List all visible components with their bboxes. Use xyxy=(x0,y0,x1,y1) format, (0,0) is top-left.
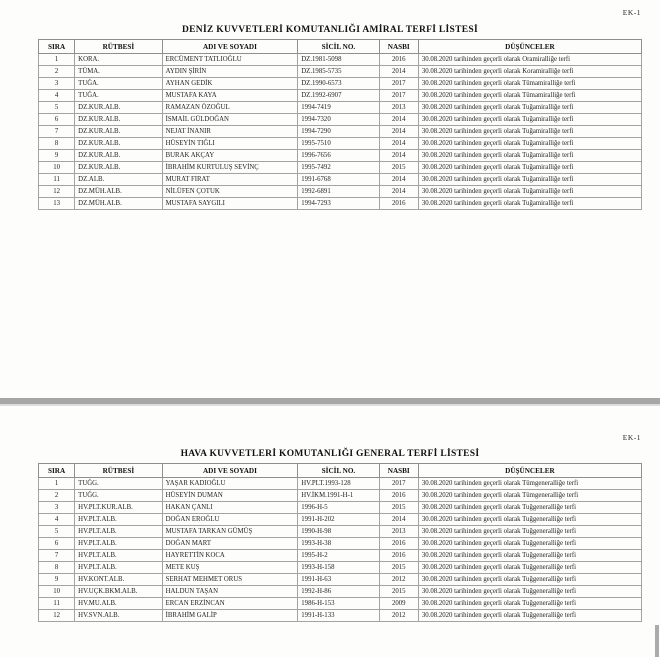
table-cell: HAKAN ÇANLI xyxy=(162,502,298,514)
table-cell: 2014 xyxy=(379,150,418,162)
table-cell: 13 xyxy=(39,198,75,210)
table-cell: AYDIN ŞİRİN xyxy=(162,66,298,78)
table-row xyxy=(39,490,642,502)
table-cell: 7 xyxy=(39,126,75,138)
table-cell: 2015 xyxy=(379,162,418,174)
table-row xyxy=(39,114,642,126)
table-cell: 30.08.2020 tarihinden geçerli olarak Tümamiralliğe terfi xyxy=(418,90,641,102)
table-cell: 30.08.2020 tarihinden geçerli olarak Tümamiralliğe terfi xyxy=(418,78,641,90)
airforce-promotion-table xyxy=(38,463,642,622)
table-cell: 4 xyxy=(39,514,75,526)
table-cell: HV.PLT.ALB. xyxy=(75,538,162,550)
table-cell: 5 xyxy=(39,102,75,114)
table-cell: 30.08.2020 tarihinden geçerli olarak Tuğgeneralliğe terfi xyxy=(418,586,641,598)
table-row xyxy=(39,538,642,550)
table-cell: DZ.KUR.ALB. xyxy=(75,102,162,114)
table-cell: METE KUŞ xyxy=(162,562,298,574)
table-row xyxy=(39,562,642,574)
table-cell: 1993-H-38 xyxy=(298,538,379,550)
table-cell: ERCÜMENT TATLIOĞLU xyxy=(162,54,298,66)
table-cell: 11 xyxy=(39,174,75,186)
table-cell: 10 xyxy=(39,162,75,174)
table-cell: TÜMA. xyxy=(75,66,162,78)
table-cell: 30.08.2020 tarihinden geçerli olarak Tuğamiralliğe terfi xyxy=(418,186,641,198)
table-row xyxy=(39,174,642,186)
page-break-divider xyxy=(0,398,660,406)
table-cell: 4 xyxy=(39,90,75,102)
table-cell: KORA. xyxy=(75,54,162,66)
table-cell: 1992-H-86 xyxy=(298,586,379,598)
table-cell: 2016 xyxy=(379,54,418,66)
column-header: DÜŞÜNCELER xyxy=(418,464,641,478)
table-cell: 1996-H-5 xyxy=(298,502,379,514)
table-cell: 2017 xyxy=(379,90,418,102)
table-cell: 1 xyxy=(39,54,75,66)
table-cell: 30.08.2020 tarihinden geçerli olarak Tuğgeneralliğe terfi xyxy=(418,550,641,562)
table-cell: 1991-6768 xyxy=(298,174,379,186)
table-cell: HV.PLT.ALB. xyxy=(75,550,162,562)
table-cell: YAŞAR KADIOĞLU xyxy=(162,478,298,490)
table-row xyxy=(39,610,642,622)
table-cell: 30.08.2020 tarihinden geçerli olarak Tuğamiralliğe terfi xyxy=(418,150,641,162)
table-row xyxy=(39,162,642,174)
table-cell: 1990-H-98 xyxy=(298,526,379,538)
table-row xyxy=(39,138,642,150)
table-cell: ERCAN ERZİNCAN xyxy=(162,598,298,610)
table-cell: 2014 xyxy=(379,66,418,78)
table-cell: 1 xyxy=(39,478,75,490)
table-cell: 30.08.2020 tarihinden geçerli olarak Tuğgeneralliğe terfi xyxy=(418,514,641,526)
table-cell: 2014 xyxy=(379,174,418,186)
table-cell: 30.08.2020 tarihinden geçerli olarak Tuğgeneralliğe terfi xyxy=(418,526,641,538)
table-cell: 10 xyxy=(39,586,75,598)
table-cell: 1994-7320 xyxy=(298,114,379,126)
table-cell: MUSTAFA SAYGILI xyxy=(162,198,298,210)
table-cell: DOĞAN MART xyxy=(162,538,298,550)
table-cell: HV.PLT.1993-128 xyxy=(298,478,379,490)
table-cell: 1986-H-153 xyxy=(298,598,379,610)
page-airforce-list xyxy=(0,406,660,657)
table-cell: 2015 xyxy=(379,502,418,514)
table-cell: HAYRETTİN KOCA xyxy=(162,550,298,562)
table-cell: 11 xyxy=(39,598,75,610)
table-cell: HV.SVN.ALB. xyxy=(75,610,162,622)
table-cell: HÜSEYİN TIĞLI xyxy=(162,138,298,150)
table-cell: DZ.KUR.ALB. xyxy=(75,162,162,174)
table-cell: HV.PLT.ALB. xyxy=(75,526,162,538)
table-cell: BURAK AKÇAY xyxy=(162,150,298,162)
annex-label: EK-1 xyxy=(622,8,641,17)
table-row xyxy=(39,66,642,78)
table-row xyxy=(39,514,642,526)
table-cell: 6 xyxy=(39,538,75,550)
table-header-row xyxy=(39,464,642,478)
table-cell: 1992-6891 xyxy=(298,186,379,198)
table-cell: MURAT FIRAT xyxy=(162,174,298,186)
table-row xyxy=(39,198,642,210)
table-cell: İBRAHİM GALİP xyxy=(162,610,298,622)
column-header: NASBI xyxy=(379,464,418,478)
table-cell: HV.İKM.1991-H-1 xyxy=(298,490,379,502)
table-cell: 1995-7510 xyxy=(298,138,379,150)
table-cell: NİLÜFEN ÇOTUK xyxy=(162,186,298,198)
table-cell: HV.KONT.ALB. xyxy=(75,574,162,586)
table-cell: 30.08.2020 tarihinden geçerli olarak Tuğamiralliğe terfi xyxy=(418,162,641,174)
table-cell: 7 xyxy=(39,550,75,562)
table-cell: 30.08.2020 tarihinden geçerli olarak Tuğamiralliğe terfi xyxy=(418,126,641,138)
table-cell: 1991-H-202 xyxy=(298,514,379,526)
table-row xyxy=(39,586,642,598)
column-header: NASBI xyxy=(379,40,418,54)
table-row xyxy=(39,478,642,490)
table-cell: 12 xyxy=(39,186,75,198)
table-cell: 30.08.2020 tarihinden geçerli olarak Tuğamiralliğe terfi xyxy=(418,114,641,126)
table-cell: 2016 xyxy=(379,538,418,550)
table-cell: 2016 xyxy=(379,550,418,562)
table-cell: DZ.KUR.ALB. xyxy=(75,126,162,138)
table-cell: 2016 xyxy=(379,198,418,210)
table-cell: DZ.1992-6907 xyxy=(298,90,379,102)
table-cell: HV.PLT.ALB. xyxy=(75,562,162,574)
table-cell: DZ.MÜH.ALB. xyxy=(75,198,162,210)
table-cell: 30.08.2020 tarihinden geçerli olarak Tuğgeneralliğe terfi xyxy=(418,562,641,574)
navy-promotion-table xyxy=(38,39,642,210)
column-header: DÜŞÜNCELER xyxy=(418,40,641,54)
table-cell: 30.08.2020 tarihinden geçerli olarak Oramiralliğe terfi xyxy=(418,54,641,66)
table-cell: 2014 xyxy=(379,114,418,126)
table-cell: TUĞG. xyxy=(75,490,162,502)
column-header: RÜTBESİ xyxy=(75,464,162,478)
table-cell: 1991-H-63 xyxy=(298,574,379,586)
table-cell: 1994-7290 xyxy=(298,126,379,138)
table-cell: DZ.1981-5098 xyxy=(298,54,379,66)
table-cell: 1994-7419 xyxy=(298,102,379,114)
table-cell: AYHAN GEDİK xyxy=(162,78,298,90)
table-row xyxy=(39,186,642,198)
table-row xyxy=(39,574,642,586)
table-cell: 5 xyxy=(39,526,75,538)
table-cell: DZ.1990-6573 xyxy=(298,78,379,90)
table-cell: 1991-H-133 xyxy=(298,610,379,622)
table-cell: SERHAT MEHMET ORUS xyxy=(162,574,298,586)
table-cell: 30.08.2020 tarihinden geçerli olarak Tuğgeneralliğe terfi xyxy=(418,502,641,514)
table-cell: 2017 xyxy=(379,78,418,90)
table-cell: 2014 xyxy=(379,138,418,150)
column-header: RÜTBESİ xyxy=(75,40,162,54)
table-row xyxy=(39,526,642,538)
table-row xyxy=(39,54,642,66)
table-cell: 2015 xyxy=(379,586,418,598)
table-cell: 9 xyxy=(39,150,75,162)
table-cell: 9 xyxy=(39,574,75,586)
table-cell: 2017 xyxy=(379,478,418,490)
table-cell: 2016 xyxy=(379,490,418,502)
table-cell: 30.08.2020 tarihinden geçerli olarak Tuğgeneralliğe terfi xyxy=(418,538,641,550)
table-cell: 2012 xyxy=(379,610,418,622)
table-cell: TUĞA. xyxy=(75,90,162,102)
table-cell: 30.08.2020 tarihinden geçerli olarak Tuğamiralliğe terfi xyxy=(418,102,641,114)
table-cell: 1994-7293 xyxy=(298,198,379,210)
column-header: ADI VE SOYADI xyxy=(162,40,298,54)
table-cell: MUSTAFA KAYA xyxy=(162,90,298,102)
table-cell: DZ.MÜH.ALB. xyxy=(75,186,162,198)
table-cell: HV.MU.ALB. xyxy=(75,598,162,610)
table-cell: 3 xyxy=(39,502,75,514)
table-cell: RAMAZAN ÖZOĞUL xyxy=(162,102,298,114)
table-cell: TUĞA. xyxy=(75,78,162,90)
table-cell: 2012 xyxy=(379,574,418,586)
table-cell: 1996-7656 xyxy=(298,150,379,162)
table-cell: 2 xyxy=(39,490,75,502)
table-cell: 1995-H-2 xyxy=(298,550,379,562)
column-header: SİCİL NO. xyxy=(298,464,379,478)
table-cell: İSMAİL GÜLDOĞAN xyxy=(162,114,298,126)
table-row xyxy=(39,90,642,102)
column-header: SİCİL NO. xyxy=(298,40,379,54)
table-header-row xyxy=(39,40,642,54)
table-cell: HV.UÇK.BKM.ALB. xyxy=(75,586,162,598)
table-cell: 30.08.2020 tarihinden geçerli olarak Tuğgeneralliğe terfi xyxy=(418,610,641,622)
page-title: HAVA KUVVETLERİ KOMUTANLIĞI GENERAL TERFİ LİSTESİ xyxy=(180,449,480,459)
table-cell: 2013 xyxy=(379,102,418,114)
table-cell: 12 xyxy=(39,610,75,622)
annex-label: EK-1 xyxy=(622,433,641,442)
table-cell: DZ.KUR.ALB. xyxy=(75,114,162,126)
table-cell: 30.08.2020 tarihinden geçerli olarak Tümgeneralliğe terfi xyxy=(418,478,641,490)
table-cell: MUSTAFA TARKAN GÜMÜŞ xyxy=(162,526,298,538)
table-cell: 30.08.2020 tarihinden geçerli olarak Tümgeneralliğe terfi xyxy=(418,490,641,502)
table-cell: 8 xyxy=(39,562,75,574)
scan-edge-artifact xyxy=(655,625,659,657)
table-cell: 1995-7492 xyxy=(298,162,379,174)
table-row xyxy=(39,150,642,162)
table-cell: 3 xyxy=(39,78,75,90)
table-cell: HÜSEYİN DUMAN xyxy=(162,490,298,502)
table-cell: DOĞAN EROĞLU xyxy=(162,514,298,526)
column-header: SIRA xyxy=(39,40,75,54)
table-cell: DZ.1985-5735 xyxy=(298,66,379,78)
table-cell: 2014 xyxy=(379,126,418,138)
table-cell: 6 xyxy=(39,114,75,126)
table-cell: 30.08.2020 tarihinden geçerli olarak Tuğamiralliğe terfi xyxy=(418,174,641,186)
table-cell: 2 xyxy=(39,66,75,78)
table-cell: İBRAHİM KURTULUŞ SEVİNÇ xyxy=(162,162,298,174)
table-row xyxy=(39,502,642,514)
table-cell: HALDUN TAŞAN xyxy=(162,586,298,598)
table-cell: DZ.ALB. xyxy=(75,174,162,186)
table-cell: 30.08.2020 tarihinden geçerli olarak Tuğamiralliğe terfi xyxy=(418,198,641,210)
table-row xyxy=(39,126,642,138)
table-cell: 30.08.2020 tarihinden geçerli olarak Koramiralliğe terfi xyxy=(418,66,641,78)
column-header: ADI VE SOYADI xyxy=(162,464,298,478)
table-cell: 2015 xyxy=(379,562,418,574)
table-cell: HV.PLT.KUR.ALB. xyxy=(75,502,162,514)
table-cell: 8 xyxy=(39,138,75,150)
table-row xyxy=(39,78,642,90)
table-cell: TUĞG. xyxy=(75,478,162,490)
table-cell: 2013 xyxy=(379,526,418,538)
table-cell: 2009 xyxy=(379,598,418,610)
table-cell: 2014 xyxy=(379,514,418,526)
table-cell: 2014 xyxy=(379,186,418,198)
table-cell: DZ.KUR.ALB. xyxy=(75,150,162,162)
table-cell: 1993-H-158 xyxy=(298,562,379,574)
table-row xyxy=(39,598,642,610)
table-cell: NEJAT İNANIR xyxy=(162,126,298,138)
table-cell: HV.PLT.ALB. xyxy=(75,514,162,526)
table-cell: 30.08.2020 tarihinden geçerli olarak Tuğamiralliğe terfi xyxy=(418,138,641,150)
table-cell: DZ.KUR.ALB. xyxy=(75,138,162,150)
table-cell: 30.08.2020 tarihinden geçerli olarak Tuğgeneralliğe terfi xyxy=(418,598,641,610)
column-header: SIRA xyxy=(39,464,75,478)
table-cell: 30.08.2020 tarihinden geçerli olarak Tuğgeneralliğe terfi xyxy=(418,574,641,586)
table-row xyxy=(39,550,642,562)
table-row xyxy=(39,102,642,114)
page-title: DENİZ KUVVETLERİ KOMUTANLIĞI AMİRAL TERFİ LİSTESİ xyxy=(182,25,478,35)
